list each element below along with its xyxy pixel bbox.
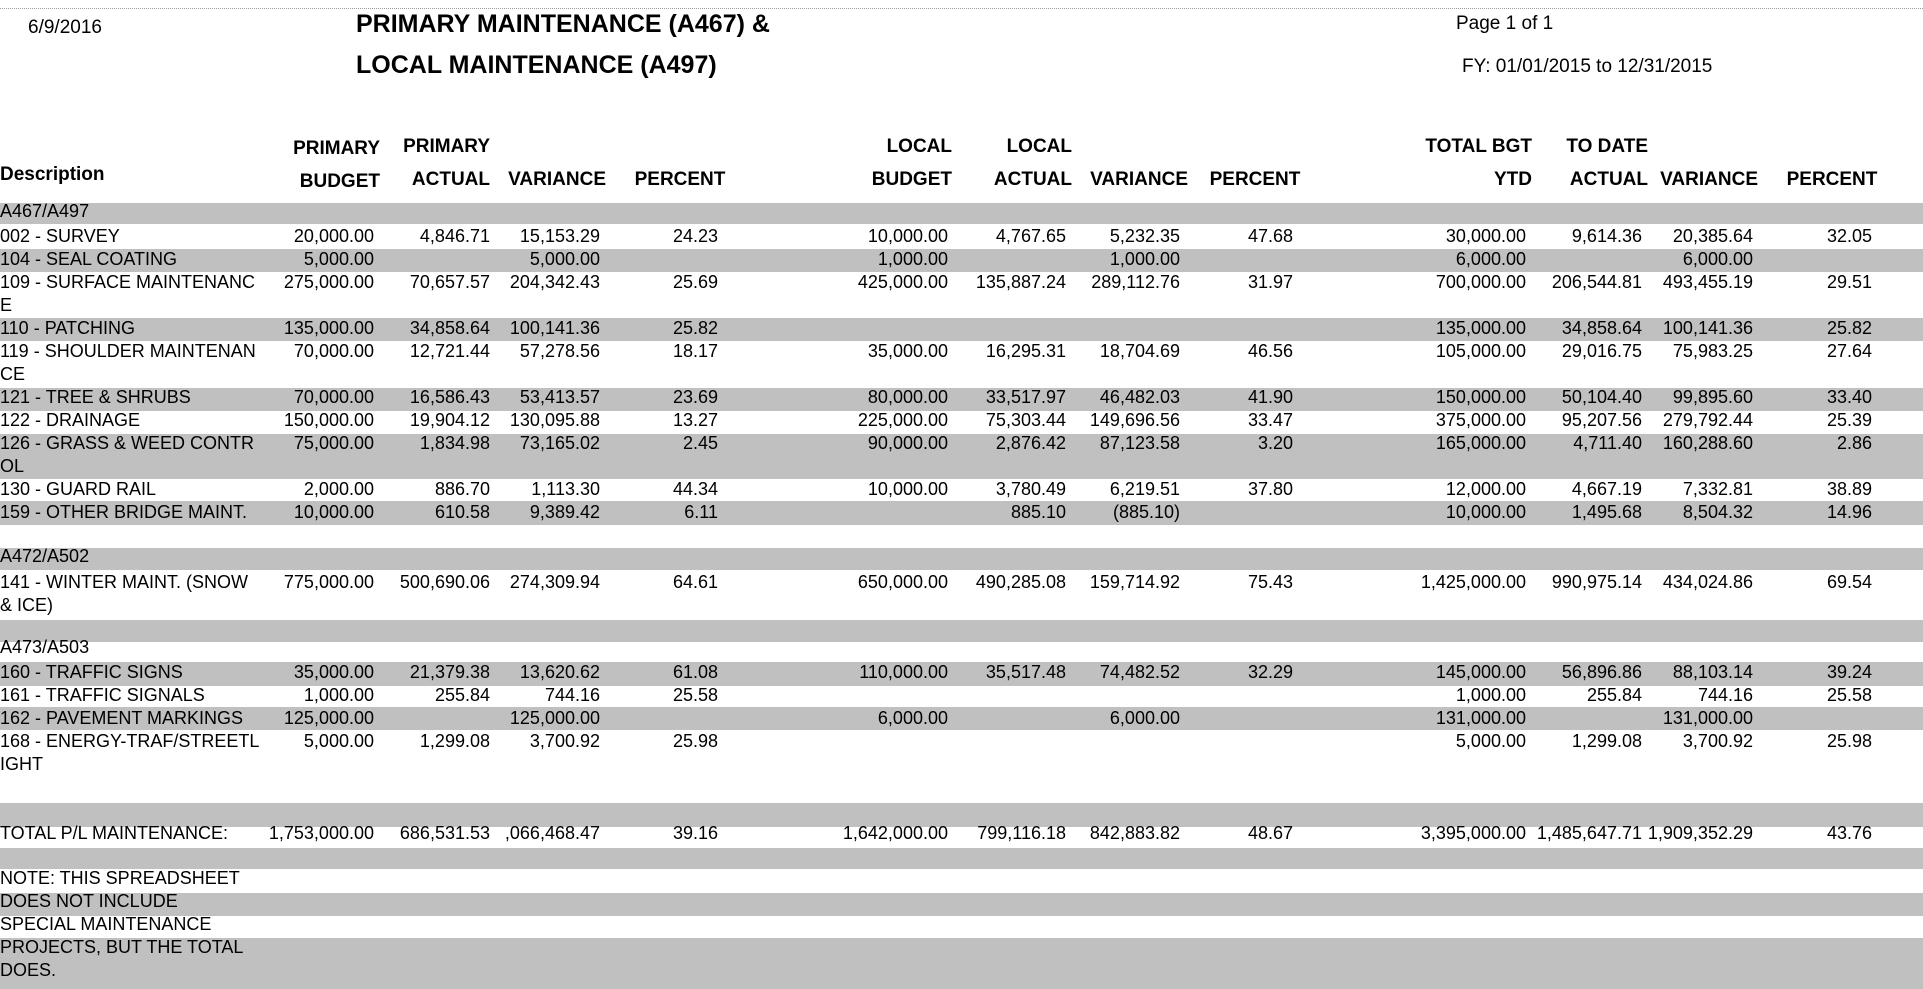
cell-primary-variance: 15,153.29 <box>519 226 600 246</box>
cell-primary-percent: 44.34 <box>672 479 718 499</box>
row-description: 161 - TRAFFIC SIGNALS <box>0 685 205 705</box>
row-description: 141 - WINTER MAINT. (SNOW & ICE) <box>0 572 249 615</box>
cell-total-variance: 1,909,352.29 <box>1647 823 1753 843</box>
table-row <box>0 661 1923 684</box>
table-row <box>0 340 1923 384</box>
cell-local-budget: 1,000.00 <box>877 249 948 269</box>
cell-primary-budget: 20,000.00 <box>293 226 374 246</box>
cell-primary-budget: 1,000.00 <box>303 685 374 705</box>
cell-total-budget: 165,000.00 <box>1435 433 1526 453</box>
cell-primary-variance: 125,000.00 <box>509 708 600 728</box>
header-total-actual-2: ACTUAL <box>1569 169 1648 190</box>
table-row <box>0 707 1923 730</box>
cell-primary-actual: 21,379.38 <box>409 662 490 682</box>
cell-local-budget: 6,000.00 <box>877 708 948 728</box>
row-description: 119 - SHOULDER MAINTENANCE <box>0 341 256 384</box>
cell-total-actual: 206,544.81 <box>1551 272 1642 292</box>
group-label: A467/A497 <box>0 201 90 221</box>
cell-total-actual: 50,104.40 <box>1561 387 1642 407</box>
cell-primary-budget: 2,000.00 <box>303 479 374 499</box>
cell-total-percent: 69.54 <box>1826 572 1872 592</box>
cell-local-actual: 16,295.31 <box>985 341 1066 361</box>
cell-local-percent: 37.80 <box>1247 479 1293 499</box>
cell-primary-actual: 70,657.57 <box>409 272 490 292</box>
cell-primary-budget: 70,000.00 <box>293 387 374 407</box>
cell-local-budget: 650,000.00 <box>857 572 948 592</box>
table-row <box>0 271 1923 315</box>
cell-local-percent: 48.67 <box>1247 823 1293 843</box>
report-title-line-1: PRIMARY MAINTENANCE (A467) & <box>356 10 770 38</box>
cell-total-budget: 10,000.00 <box>1445 502 1526 522</box>
cell-total-variance: 88,103.14 <box>1672 662 1753 682</box>
cell-primary-percent: 25.98 <box>672 731 718 751</box>
cell-local-actual: 3,780.49 <box>995 479 1066 499</box>
row-description: 168 - ENERGY-TRAF/STREETLIGHT <box>0 731 260 774</box>
cell-local-percent: 31.97 <box>1247 272 1293 292</box>
cell-total-percent: 2.86 <box>1836 433 1872 453</box>
cell-total-percent: 38.89 <box>1826 479 1872 499</box>
cell-primary-percent: 61.08 <box>672 662 718 682</box>
cell-primary-actual: 16,586.43 <box>409 387 490 407</box>
cell-local-actual: 490,285.08 <box>975 572 1066 592</box>
cell-primary-variance: ,066,468.47 <box>504 823 600 843</box>
cell-total-percent: 43.76 <box>1826 823 1872 843</box>
cell-total-actual: 1,485,647.71 <box>1536 823 1642 843</box>
row-band <box>0 938 1923 989</box>
header-primary-budget-1: PRIMARY <box>293 138 380 159</box>
cell-total-variance: 100,141.36 <box>1662 318 1753 338</box>
cell-total-variance: 744.16 <box>1697 685 1753 705</box>
cell-primary-actual: 19,904.12 <box>409 410 490 430</box>
cell-local-budget: 90,000.00 <box>867 433 948 453</box>
row-description: TOTAL P/L MAINTENANCE: <box>0 823 229 843</box>
row-description: 160 - TRAFFIC SIGNS <box>0 662 183 682</box>
cell-primary-actual: 4,846.71 <box>419 226 490 246</box>
header-primary-actual-1: PRIMARY <box>403 136 490 157</box>
cell-primary-budget: 10,000.00 <box>293 502 374 522</box>
cell-primary-percent: 25.58 <box>672 685 718 705</box>
cell-primary-variance: 3,700.92 <box>529 731 600 751</box>
cell-total-budget: 105,000.00 <box>1435 341 1526 361</box>
cell-primary-actual: 34,858.64 <box>409 318 490 338</box>
cell-local-actual: 75,303.44 <box>985 410 1066 430</box>
cell-total-variance: 8,504.32 <box>1682 502 1753 522</box>
cell-local-budget: 10,000.00 <box>867 226 948 246</box>
table-row <box>0 386 1923 409</box>
cell-total-variance: 3,700.92 <box>1682 731 1753 751</box>
cell-total-actual: 4,667.19 <box>1571 479 1642 499</box>
total-row <box>0 822 1923 845</box>
header-total-budget-1: TOTAL BGT <box>1425 136 1532 157</box>
cell-local-variance: 74,482.52 <box>1099 662 1180 682</box>
cell-primary-actual: 686,531.53 <box>399 823 490 843</box>
row-band <box>0 893 1923 916</box>
cell-local-budget: 80,000.00 <box>867 387 948 407</box>
cell-total-actual: 4,711.40 <box>1573 433 1642 453</box>
cell-primary-budget: 70,000.00 <box>293 341 374 361</box>
cell-primary-variance: 5,000.00 <box>529 249 600 269</box>
row-band <box>0 203 1923 224</box>
header-primary-actual-2: ACTUAL <box>411 169 490 190</box>
cell-primary-percent: 39.16 <box>672 823 718 843</box>
cell-primary-variance: 130,095.88 <box>509 410 600 430</box>
cell-primary-budget: 775,000.00 <box>283 572 374 592</box>
cell-total-percent: 27.64 <box>1826 341 1872 361</box>
cell-primary-percent: 23.69 <box>672 387 718 407</box>
header-primary-percent: PERCENT <box>634 169 726 190</box>
footnote-line: PROJECTS, BUT THE TOTAL <box>0 937 244 957</box>
cell-local-budget: 10,000.00 <box>867 479 948 499</box>
cell-primary-actual: 610.58 <box>434 502 490 522</box>
cell-primary-budget: 35,000.00 <box>293 662 374 682</box>
header-local-budget-2: BUDGET <box>871 169 952 190</box>
cell-total-variance: 20,385.64 <box>1672 226 1753 246</box>
cell-local-actual: 135,887.24 <box>975 272 1066 292</box>
header-local-variance: VARIANCE <box>1090 169 1188 190</box>
cell-primary-actual: 12,721.44 <box>409 341 490 361</box>
table-row <box>0 730 1923 774</box>
footnote-line: DOES. <box>0 960 57 980</box>
cell-local-variance: (885.10) <box>1112 502 1180 522</box>
cell-local-variance: 1,000.00 <box>1109 249 1180 269</box>
cell-total-budget: 30,000.00 <box>1445 226 1526 246</box>
cell-primary-variance: 73,165.02 <box>519 433 600 453</box>
cell-primary-percent: 24.23 <box>672 226 718 246</box>
cell-total-budget: 12,000.00 <box>1445 479 1526 499</box>
cell-local-actual: 885.10 <box>1010 502 1066 522</box>
cell-local-variance: 6,000.00 <box>1109 708 1180 728</box>
cell-total-actual: 1,299.08 <box>1571 731 1642 751</box>
cell-total-budget: 6,000.00 <box>1455 249 1526 269</box>
cell-primary-actual: 886.70 <box>434 479 490 499</box>
cell-total-percent: 32.05 <box>1826 226 1872 246</box>
cell-primary-variance: 53,413.57 <box>519 387 600 407</box>
cell-primary-budget: 1,753,000.00 <box>268 823 374 843</box>
group-label: A473/A503 <box>0 637 90 657</box>
cell-local-percent: 47.68 <box>1247 226 1293 246</box>
cell-primary-percent: 25.69 <box>672 272 718 292</box>
cell-primary-variance: 1,113.30 <box>531 479 600 499</box>
cell-primary-variance: 744.16 <box>544 685 600 705</box>
header-local-percent: PERCENT <box>1209 169 1301 190</box>
cell-total-actual: 56,896.86 <box>1561 662 1642 682</box>
cell-total-percent: 29.51 <box>1826 272 1872 292</box>
cell-local-percent: 46.56 <box>1247 341 1293 361</box>
cell-local-variance: 159,714.92 <box>1089 572 1180 592</box>
cell-primary-variance: 274,309.94 <box>509 572 600 592</box>
cell-total-percent: 25.82 <box>1826 318 1872 338</box>
cell-total-percent: 25.58 <box>1826 685 1872 705</box>
cell-primary-percent: 64.61 <box>672 572 718 592</box>
row-description: 159 - OTHER BRIDGE MAINT. <box>0 502 248 522</box>
header-total-actual-1: TO DATE <box>1566 136 1648 157</box>
footnote-line: SPECIAL MAINTENANCE <box>0 914 212 934</box>
cell-total-variance: 493,455.19 <box>1662 272 1753 292</box>
cell-total-variance: 6,000.00 <box>1682 249 1753 269</box>
row-band <box>0 548 1923 570</box>
cell-total-budget: 150,000.00 <box>1435 387 1526 407</box>
fiscal-year-range: FY: 01/01/2015 to 12/31/2015 <box>1462 56 1713 77</box>
page-top-border <box>0 8 1923 9</box>
row-description: 130 - GUARD RAIL <box>0 479 157 499</box>
report-title-line-2: LOCAL MAINTENANCE (A497) <box>356 51 717 79</box>
cell-total-variance: 99,895.60 <box>1672 387 1753 407</box>
footnote <box>0 867 262 982</box>
cell-total-percent: 25.98 <box>1826 731 1872 751</box>
cell-local-variance: 5,232.35 <box>1109 226 1180 246</box>
cell-total-actual: 9,614.36 <box>1571 226 1642 246</box>
cell-primary-budget: 125,000.00 <box>283 708 374 728</box>
cell-local-variance: 46,482.03 <box>1099 387 1180 407</box>
cell-total-variance: 75,983.25 <box>1672 341 1753 361</box>
cell-total-variance: 7,332.81 <box>1682 479 1753 499</box>
group-label: A472/A502 <box>0 546 90 566</box>
cell-total-budget: 145,000.00 <box>1435 662 1526 682</box>
header-total-budget-2: YTD <box>1494 169 1532 190</box>
header-primary-budget-2: BUDGET <box>299 171 380 192</box>
table-row <box>0 478 1923 501</box>
cell-local-variance: 6,219.51 <box>1109 479 1180 499</box>
cell-total-budget: 1,000.00 <box>1455 685 1526 705</box>
row-description: 121 - TREE & SHRUBS <box>0 387 191 407</box>
cell-primary-percent: 25.82 <box>672 318 718 338</box>
cell-primary-budget: 5,000.00 <box>303 731 374 751</box>
cell-local-percent: 33.47 <box>1247 410 1293 430</box>
cell-local-variance: 87,123.58 <box>1099 433 1180 453</box>
cell-primary-variance: 57,278.56 <box>519 341 600 361</box>
cell-local-percent: 3.20 <box>1257 433 1293 453</box>
cell-primary-actual: 1,834.98 <box>419 433 490 453</box>
cell-local-percent: 41.90 <box>1247 387 1293 407</box>
cell-local-actual: 35,517.48 <box>985 662 1066 682</box>
cell-local-budget: 1,642,000.00 <box>842 823 948 843</box>
cell-local-percent: 32.29 <box>1247 662 1293 682</box>
cell-total-variance: 160,288.60 <box>1662 433 1753 453</box>
cell-primary-variance: 9,389.42 <box>529 502 600 522</box>
cell-local-budget: 35,000.00 <box>867 341 948 361</box>
table-row <box>0 409 1923 432</box>
table-row <box>0 571 1923 615</box>
row-description: 110 - PATCHING <box>0 318 136 338</box>
row-band <box>0 620 1923 642</box>
table-row <box>0 432 1923 476</box>
footnote-line: DOES NOT INCLUDE <box>0 891 178 911</box>
cell-total-budget: 1,425,000.00 <box>1420 572 1526 592</box>
cell-total-budget: 700,000.00 <box>1435 272 1526 292</box>
table-row <box>0 317 1923 340</box>
cell-total-budget: 135,000.00 <box>1435 318 1526 338</box>
cell-primary-actual: 255.84 <box>434 685 490 705</box>
cell-primary-percent: 18.17 <box>672 341 718 361</box>
header-local-actual-2: ACTUAL <box>993 169 1072 190</box>
cell-total-variance: 131,000.00 <box>1662 708 1753 728</box>
cell-primary-actual: 1,299.08 <box>419 731 490 751</box>
cell-local-variance: 289,112.76 <box>1091 272 1180 292</box>
cell-local-actual: 799,116.18 <box>977 823 1066 843</box>
cell-primary-variance: 100,141.36 <box>509 318 600 338</box>
cell-primary-variance: 204,342.43 <box>509 272 600 292</box>
cell-total-budget: 5,000.00 <box>1455 731 1526 751</box>
cell-local-actual: 4,767.65 <box>995 226 1066 246</box>
row-description: 122 - DRAINAGE <box>0 410 141 430</box>
row-band <box>0 848 1923 869</box>
cell-local-variance: 842,883.82 <box>1089 823 1180 843</box>
cell-total-percent: 39.24 <box>1826 662 1872 682</box>
cell-primary-variance: 13,620.62 <box>519 662 600 682</box>
cell-primary-budget: 135,000.00 <box>283 318 374 338</box>
header-total-percent: PERCENT <box>1786 169 1878 190</box>
cell-total-budget: 131,000.00 <box>1435 708 1526 728</box>
row-description: 002 - SURVEY <box>0 226 120 246</box>
cell-total-actual: 255.84 <box>1586 685 1642 705</box>
cell-total-percent: 25.39 <box>1826 410 1872 430</box>
table-row <box>0 225 1923 248</box>
cell-primary-percent: 2.45 <box>682 433 718 453</box>
table-row <box>0 501 1923 524</box>
cell-total-actual: 29,016.75 <box>1561 341 1642 361</box>
cell-total-variance: 279,792.44 <box>1662 410 1753 430</box>
header-primary-variance: VARIANCE <box>508 169 606 190</box>
cell-local-percent: 75.43 <box>1247 572 1293 592</box>
header-local-actual-1: LOCAL <box>1006 136 1072 157</box>
cell-local-variance: 18,704.69 <box>1099 341 1180 361</box>
cell-total-actual: 34,858.64 <box>1561 318 1642 338</box>
cell-local-budget: 425,000.00 <box>857 272 948 292</box>
cell-total-variance: 434,024.86 <box>1662 572 1753 592</box>
table-row <box>0 684 1923 707</box>
cell-total-budget: 375,000.00 <box>1435 410 1526 430</box>
cell-total-actual: 95,207.56 <box>1561 410 1642 430</box>
cell-local-budget: 225,000.00 <box>857 410 948 430</box>
page-number: Page 1 of 1 <box>1456 13 1554 34</box>
cell-total-percent: 33.40 <box>1826 387 1872 407</box>
footnote-line: NOTE: THIS SPREADSHEET <box>0 868 240 888</box>
cell-primary-percent: 13.27 <box>672 410 718 430</box>
cell-primary-budget: 275,000.00 <box>283 272 374 292</box>
cell-local-actual: 2,876.42 <box>995 433 1066 453</box>
header-description: Description <box>0 164 105 185</box>
cell-total-budget: 3,395,000.00 <box>1420 823 1526 843</box>
cell-total-percent: 14.96 <box>1826 502 1872 522</box>
report-date: 6/9/2016 <box>28 17 102 38</box>
cell-primary-budget: 75,000.00 <box>293 433 374 453</box>
row-description: 109 - SURFACE MAINTENANCE <box>0 272 256 315</box>
cell-primary-budget: 150,000.00 <box>283 410 374 430</box>
row-description: 162 - PAVEMENT MARKINGS <box>0 708 244 728</box>
cell-primary-budget: 5,000.00 <box>303 249 374 269</box>
row-description: 104 - SEAL COATING <box>0 249 178 269</box>
row-description: 126 - GRASS & WEED CONTROL <box>0 433 255 476</box>
cell-total-actual: 1,495.68 <box>1571 502 1642 522</box>
cell-local-budget: 110,000.00 <box>859 662 948 682</box>
header-total-variance: VARIANCE <box>1660 169 1758 190</box>
cell-local-variance: 149,696.56 <box>1089 410 1180 430</box>
cell-primary-percent: 6.11 <box>684 502 718 522</box>
table-row <box>0 248 1923 271</box>
header-local-budget-1: LOCAL <box>886 136 952 157</box>
cell-local-actual: 33,517.97 <box>985 387 1066 407</box>
cell-primary-actual: 500,690.06 <box>399 572 490 592</box>
cell-total-actual: 990,975.14 <box>1551 572 1642 592</box>
